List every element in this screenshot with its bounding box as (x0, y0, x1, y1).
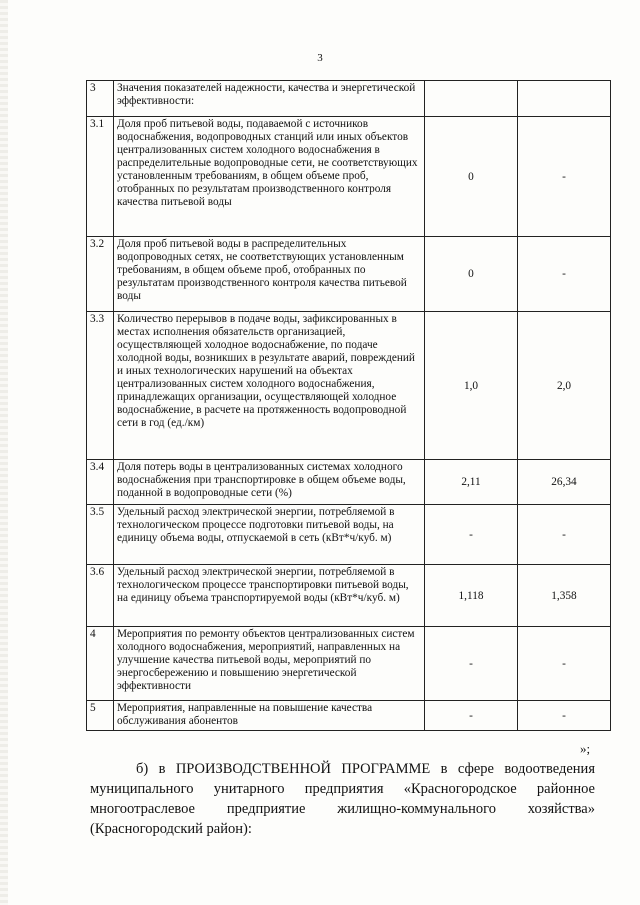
row-description: Мероприятия, направленные на повышение качества обслуживания абонентов (114, 701, 425, 731)
paragraph-line: муниципального унитарного предприятия «Красногородское районное (90, 781, 595, 797)
value-cell-2: 1,358 (518, 565, 611, 627)
paragraph-line: (Красногородский район): (90, 821, 252, 837)
paragraph-line: многоотраслевое предприятие жилищно-коммунального хозяйства» (90, 801, 595, 817)
closing-quote: »; (580, 741, 591, 756)
value-cell-1: - (425, 505, 518, 565)
value-cell-1: 2,11 (425, 460, 518, 505)
value-cell-2: 2,0 (518, 312, 611, 460)
table-row (87, 312, 611, 460)
row-number: 3.3 (87, 312, 114, 460)
value-cell-2 (518, 81, 611, 117)
page-number: 3 (317, 52, 323, 64)
row-description: Количество перерывов в подаче воды, зафиксированных в местах исполнения обязательств организацией, осуществляющей холодное водоснабжение, по подаче холодной воды, возникших в результате аварий, повреждений и иных технологических нарушений на объектах централизованных систем холодного водоснабжения, принадлежащих организации, осуществляющей холодное водоснабжение, в расчете на протяженность водопроводной сети в год (ед./км) (114, 312, 425, 460)
row-number: 3.4 (87, 460, 114, 505)
value-cell-1: 1,118 (425, 565, 518, 627)
value-cell-1: - (425, 701, 518, 731)
row-number: 4 (87, 627, 114, 701)
row-description: Доля проб питьевой воды в распределительных водопроводных сетях, не соответствующих установленным требованиям, в общем объеме проб, отобранных по результатам производственного контроля качества питьевой воды (114, 237, 425, 312)
row-number: 3.6 (87, 565, 114, 627)
value-cell-2: - (518, 627, 611, 701)
row-description: Мероприятия по ремонту объектов централизованных систем холодного водоснабжения, мероприятий, направленных на улучшение качества питьевой воды, мероприятий по энергосбережению и повышению энергетической эффективности (114, 627, 425, 701)
scan-edge (0, 0, 8, 905)
value-cell-1: 1,0 (425, 312, 518, 460)
row-description: Доля проб питьевой воды, подаваемой с источников водоснабжения, водопроводных станций или иных объектов централизованных систем холодного водоснабжения в распределительные водопроводные сети, не соответствующих установленным требованиям, в общем объеме проб, отобранных по результатам производственного контроля качества питьевой воды (114, 117, 425, 237)
paragraph-line: б) в ПРОИЗВОДСТВЕННОЙ ПРОГРАММЕ в сфере водоотведения (136, 761, 595, 777)
table-row (87, 81, 611, 117)
value-cell-1: 0 (425, 237, 518, 312)
row-number: 3.2 (87, 237, 114, 312)
value-cell-2: - (518, 505, 611, 565)
row-number: 3.1 (87, 117, 114, 237)
section-b-paragraph (90, 759, 595, 839)
row-description: Доля потерь воды в централизованных системах холодного водоснабжения при транспортировке в общем объеме воды, поданной в водопроводные сети (%) (114, 460, 425, 505)
row-number: 3 (87, 81, 114, 117)
value-cell-2: - (518, 237, 611, 312)
table-row (87, 460, 611, 505)
row-description: Удельный расход электрической энергии, потребляемой в технологическом процессе подготовки питьевой воды, на единицу объема воды, отпускаемой в сеть (кВт*ч/куб. м) (114, 505, 425, 565)
row-number: 5 (87, 701, 114, 731)
table-row (87, 701, 611, 731)
row-description: Значения показателей надежности, качества и энергетической эффективности: (114, 81, 425, 117)
value-cell-2: - (518, 117, 611, 237)
table-row (87, 627, 611, 701)
indicators-table (86, 80, 611, 731)
value-cell-2: - (518, 701, 611, 731)
value-cell-1 (425, 81, 518, 117)
row-description: Удельный расход электрической энергии, потребляемой в технологическом процессе транспортировки питьевой воды, на единицу объема транспортируемой воды (кВт*ч/куб. м) (114, 565, 425, 627)
table-row (87, 237, 611, 312)
value-cell-1: - (425, 627, 518, 701)
table-row (87, 505, 611, 565)
value-cell-1: 0 (425, 117, 518, 237)
value-cell-2: 26,34 (518, 460, 611, 505)
table-row (87, 117, 611, 237)
row-number: 3.5 (87, 505, 114, 565)
table-row (87, 565, 611, 627)
